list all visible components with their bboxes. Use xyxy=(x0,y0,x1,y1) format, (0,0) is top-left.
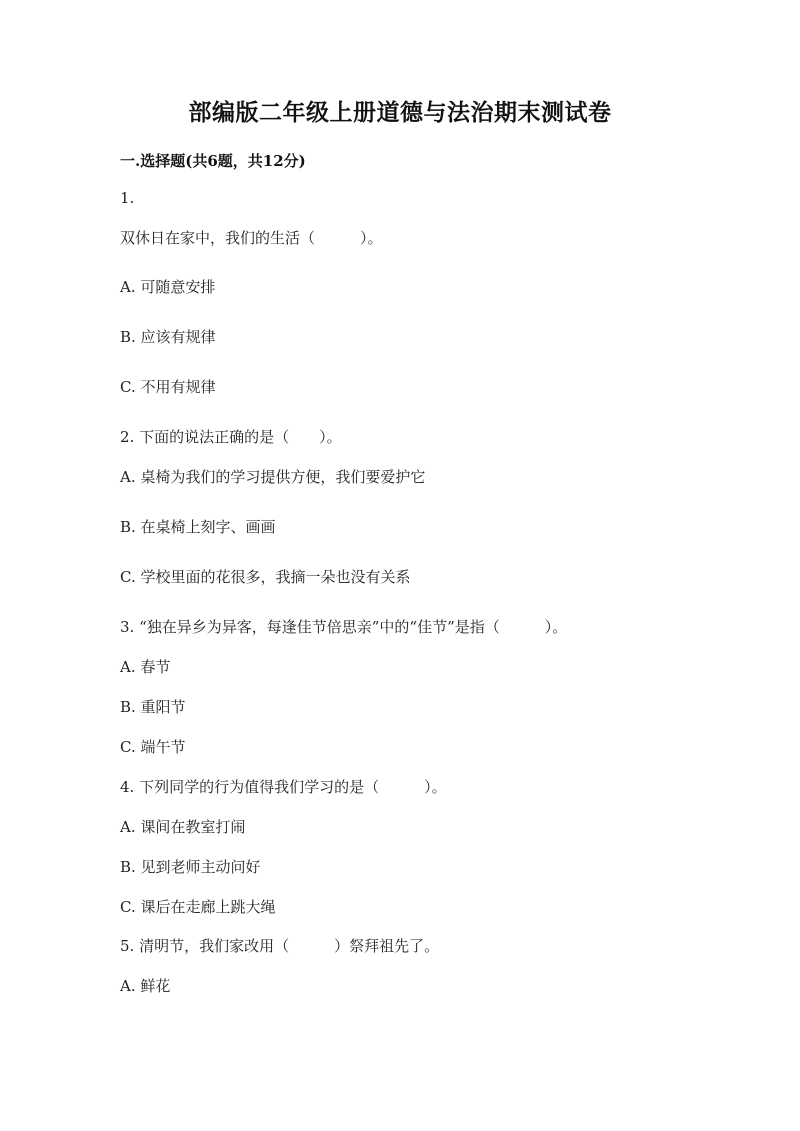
question-5-stem: 5. 清明节，我们家改用（ ）祭拜祖先了。 xyxy=(120,937,440,955)
question-2-stem: 2. 下面的说法正确的是（ ）。 xyxy=(120,428,342,446)
question-2-option-b: B. 在桌椅上刻字、画画 xyxy=(120,518,276,536)
question-3-option-c: C. 端午节 xyxy=(120,738,186,756)
question-1-option-b: B. 应该有规律 xyxy=(120,328,216,346)
question-3-option-b: B. 重阳节 xyxy=(120,698,186,716)
question-2-option-c: C. 学校里面的花很多，我摘一朵也没有关系 xyxy=(120,568,411,586)
question-2-option-a: A. 桌椅为我们的学习提供方便，我们要爱护它 xyxy=(120,468,426,486)
page-title: 部编版二年级上册道德与法治期末测试卷 xyxy=(188,99,612,126)
question-3-option-a: A. 春节 xyxy=(120,658,171,676)
question-1-number: 1. xyxy=(120,189,135,207)
section-heading: 一.选择题(共6题，共12分) xyxy=(120,152,306,170)
question-1-option-a: A. 可随意安排 xyxy=(120,278,216,296)
question-4-option-b: B. 见到老师主动问好 xyxy=(120,858,261,876)
question-4-option-a: A. 课间在教室打闹 xyxy=(120,818,246,836)
question-1-option-c: C. 不用有规律 xyxy=(120,378,216,396)
question-4-stem: 4. 下列同学的行为值得我们学习的是（ ）。 xyxy=(120,778,447,796)
question-5-option-a: A. 鲜花 xyxy=(120,977,171,995)
question-1-stem: 双休日在家中，我们的生活（ ）。 xyxy=(120,229,383,247)
question-3-stem: 3. “独在异乡为异客，每逢佳节倍思亲”中的“佳节”是指（ ）。 xyxy=(120,618,568,636)
question-4-option-c: C. 课后在走廊上跳大绳 xyxy=(120,898,276,916)
